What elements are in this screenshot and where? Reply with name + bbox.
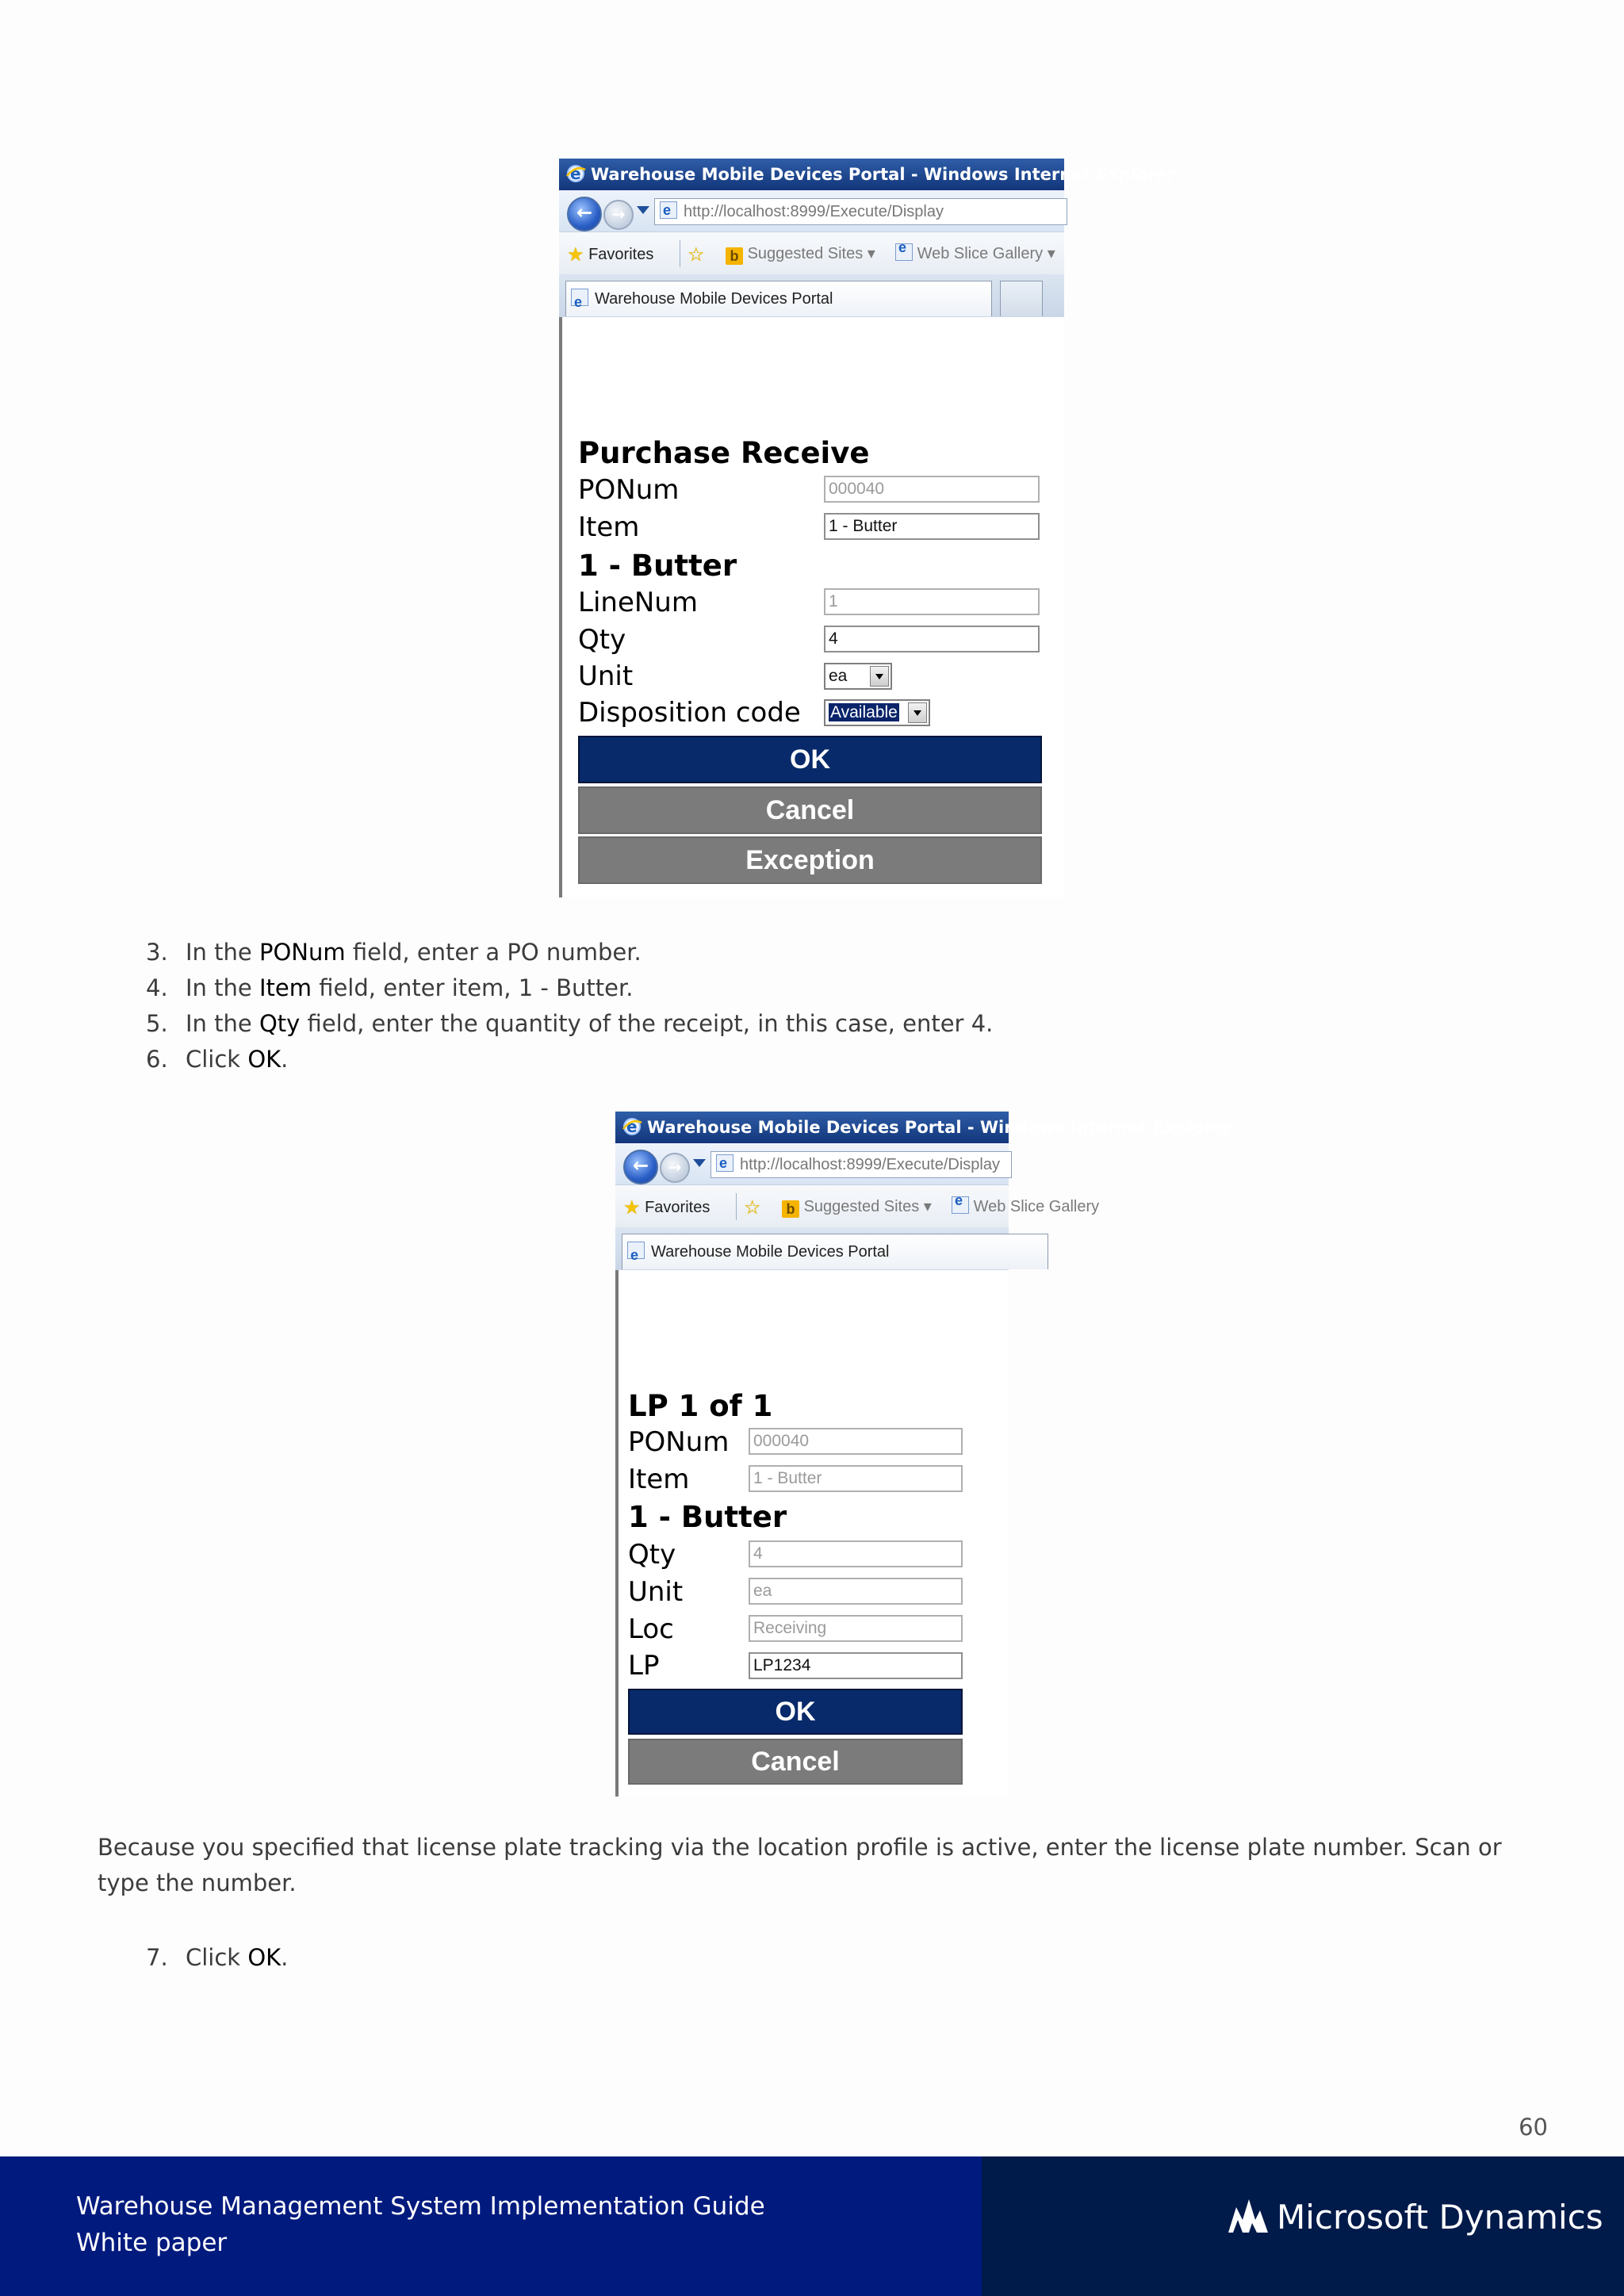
form-title: LP 1 of 1 [628, 1389, 773, 1423]
step-text: field, enter a PO number. [345, 939, 642, 966]
tab-bar [559, 274, 1064, 319]
footer-doc-type: White paper [76, 2229, 228, 2257]
step-number: 3. [146, 939, 168, 966]
suggested-sites-button[interactable] [782, 1196, 932, 1218]
ponum-label: PONum [578, 474, 680, 506]
unit-select-value: ea [829, 667, 848, 685]
item-input[interactable]: 1 - Butter [749, 1465, 963, 1492]
step-number: 4. [146, 974, 168, 1001]
window-titlebar [615, 1112, 1232, 1143]
ok-button[interactable]: OK [628, 1689, 963, 1735]
back-button[interactable] [567, 197, 602, 232]
tab-portal[interactable] [622, 1234, 1048, 1269]
list-item [146, 935, 993, 970]
step-text: In the [186, 939, 259, 966]
favorites-bar [559, 232, 1064, 275]
ie-page-icon [571, 289, 588, 306]
window-title: Warehouse Mobile Devices Portal - Windows Internet Explorer [647, 1118, 1232, 1137]
forward-arrow-icon: → [611, 205, 626, 224]
chevron-down-icon: ▾ [1047, 245, 1055, 262]
bing-icon: b [726, 247, 743, 265]
exception-button[interactable]: Exception [578, 836, 1042, 884]
chevron-down-icon [870, 666, 889, 687]
svg-text:e: e [626, 1117, 638, 1136]
brand-name: Microsoft Dynamics [1277, 2198, 1603, 2237]
back-arrow-icon: ← [576, 201, 593, 224]
step-number: 5. [146, 1010, 168, 1037]
item-label: Item [578, 511, 640, 543]
item-label: Item [628, 1464, 690, 1495]
qty-label: Qty [578, 624, 626, 656]
linenum-input[interactable]: 1 [824, 588, 1040, 615]
disposition-code-label: Disposition code [578, 697, 801, 729]
favorites-button[interactable] [567, 243, 653, 266]
address-host: http://localhost [684, 203, 786, 220]
forward-button[interactable] [603, 200, 634, 230]
star-icon: ★ [623, 1197, 641, 1219]
list-item [146, 970, 993, 1006]
item-heading: 1 - Butter [628, 1500, 787, 1534]
loc-label: Loc [628, 1613, 674, 1645]
disposition-code-select[interactable] [824, 699, 930, 726]
linenum-label: LineNum [578, 587, 698, 618]
item-input[interactable]: 1 - Butter [824, 513, 1040, 540]
favorites-label: Favorites [645, 1199, 710, 1216]
address-host: http://localhost [740, 1156, 842, 1173]
tab-label: Warehouse Mobile Devices Portal [595, 290, 833, 308]
ie-logo-icon [565, 163, 586, 184]
svg-text:e: e [570, 164, 581, 183]
page-content [559, 317, 1064, 897]
suggested-sites-label: Suggested Sites [747, 245, 864, 262]
ponum-input[interactable]: 000040 [749, 1428, 963, 1455]
tab-bar [615, 1227, 1009, 1272]
step-term: OK [247, 1046, 282, 1073]
footer-guide-title: Warehouse Management System Implementation Guide [76, 2192, 765, 2221]
screenshot-lp-entry [615, 1112, 1232, 1797]
step-text: In the [186, 1010, 259, 1037]
step-text: field, enter the quantity of the receipt, in this case, enter 4. [300, 1010, 994, 1037]
step-text: field, enter item, 1 - Butter. [311, 974, 634, 1001]
ponum-label: PONum [628, 1426, 730, 1458]
step-text: Click [186, 1944, 248, 1971]
list-item [146, 1042, 993, 1077]
qty-label: Qty [628, 1539, 676, 1571]
favorites-button[interactable] [623, 1196, 710, 1219]
unit-label: Unit [628, 1576, 684, 1608]
back-arrow-icon: ← [632, 1154, 649, 1177]
list-item [146, 1006, 993, 1042]
address-path: :8999/Execute/Display [841, 1156, 1000, 1173]
ie-page-icon [952, 1196, 969, 1214]
web-slice-label: Web Slice Gallery [917, 245, 1044, 262]
page-content [615, 1270, 1009, 1797]
web-slice-label: Web Slice Gallery [973, 1198, 1100, 1215]
step-term: Qty [259, 1010, 301, 1037]
chevron-down-icon: ▾ [867, 245, 875, 262]
web-slice-gallery-button[interactable] [895, 243, 1055, 263]
window-titlebar [559, 159, 1176, 190]
list-item [146, 1940, 288, 1976]
unit-input[interactable]: ea [749, 1578, 963, 1605]
window-title: Warehouse Mobile Devices Portal - Windows Internet Explorer [591, 165, 1176, 184]
navigation-bar [559, 190, 1064, 232]
qty-input[interactable]: 4 [749, 1540, 963, 1567]
suggested-sites-label: Suggested Sites [803, 1198, 920, 1215]
microsoft-dynamics-logo-icon [1225, 2196, 1273, 2236]
form-title: Purchase Receive [578, 436, 870, 470]
ok-button[interactable]: OK [578, 736, 1042, 783]
qty-input[interactable]: 4 [824, 626, 1040, 652]
steps-list-7 [146, 1940, 288, 1976]
recent-pages-dropdown-icon[interactable] [637, 206, 649, 214]
page-icon [716, 1154, 733, 1172]
add-favorite-icon[interactable]: ☆ [688, 244, 705, 266]
favorites-bar [615, 1184, 1100, 1228]
page-icon [660, 201, 677, 219]
chevron-down-icon [908, 702, 927, 723]
forward-arrow-icon: → [668, 1158, 682, 1177]
disposition-select-value: Available [830, 703, 898, 721]
step-text: . [281, 1944, 289, 1971]
web-slice-gallery-button[interactable] [952, 1196, 1099, 1216]
item-heading: 1 - Butter [578, 549, 737, 583]
step-term: PONum [259, 939, 346, 966]
step-text: Click [186, 1046, 248, 1073]
add-favorite-icon[interactable]: ☆ [744, 1197, 761, 1219]
cancel-button[interactable]: Cancel [628, 1739, 963, 1785]
recent-pages-dropdown-icon[interactable] [693, 1159, 706, 1167]
suggested-sites-button[interactable] [726, 243, 875, 265]
chevron-down-icon: ▾ [923, 1198, 932, 1215]
favorites-label: Favorites [588, 246, 654, 263]
step-text: . [281, 1046, 289, 1073]
back-button[interactable] [623, 1150, 658, 1184]
address-bar[interactable] [654, 198, 1067, 225]
step-text: In the [186, 974, 259, 1001]
ie-page-icon [627, 1242, 645, 1259]
page-number: 60 [1519, 2114, 1548, 2141]
star-icon: ★ [567, 244, 584, 266]
tab-label: Warehouse Mobile Devices Portal [651, 1243, 890, 1261]
loc-input[interactable]: Receiving [749, 1615, 963, 1642]
ie-page-icon [895, 243, 913, 261]
step-number: 7. [146, 1944, 168, 1971]
forward-button[interactable] [660, 1153, 690, 1183]
step-number: 6. [146, 1046, 168, 1073]
separator [736, 1193, 737, 1220]
lp-label: LP [628, 1650, 660, 1682]
step-term: OK [247, 1944, 282, 1971]
footer-text [76, 2188, 765, 2261]
step-term: Item [259, 974, 312, 1001]
steps-list-3-6 [146, 935, 993, 1077]
navigation-bar [615, 1143, 1009, 1184]
new-tab-button[interactable] [1000, 281, 1043, 316]
lp-input[interactable]: LP1234 [749, 1652, 963, 1679]
tab-portal[interactable] [565, 281, 992, 316]
ie-logo-icon [622, 1116, 642, 1137]
screenshot-purchase-receive [559, 159, 1176, 897]
address-path: :8999/Execute/Display [785, 203, 944, 220]
address-bar[interactable] [710, 1151, 1012, 1178]
bing-icon: b [782, 1200, 799, 1218]
cancel-button[interactable]: Cancel [578, 786, 1042, 834]
unit-label: Unit [578, 660, 634, 692]
ponum-input[interactable]: 000040 [824, 476, 1040, 503]
explanation-paragraph: Because you specified that license plate tracking via the location profile is active, enter the license plate number. Scan or type the number. [98, 1834, 1502, 1896]
unit-select[interactable] [824, 663, 892, 690]
